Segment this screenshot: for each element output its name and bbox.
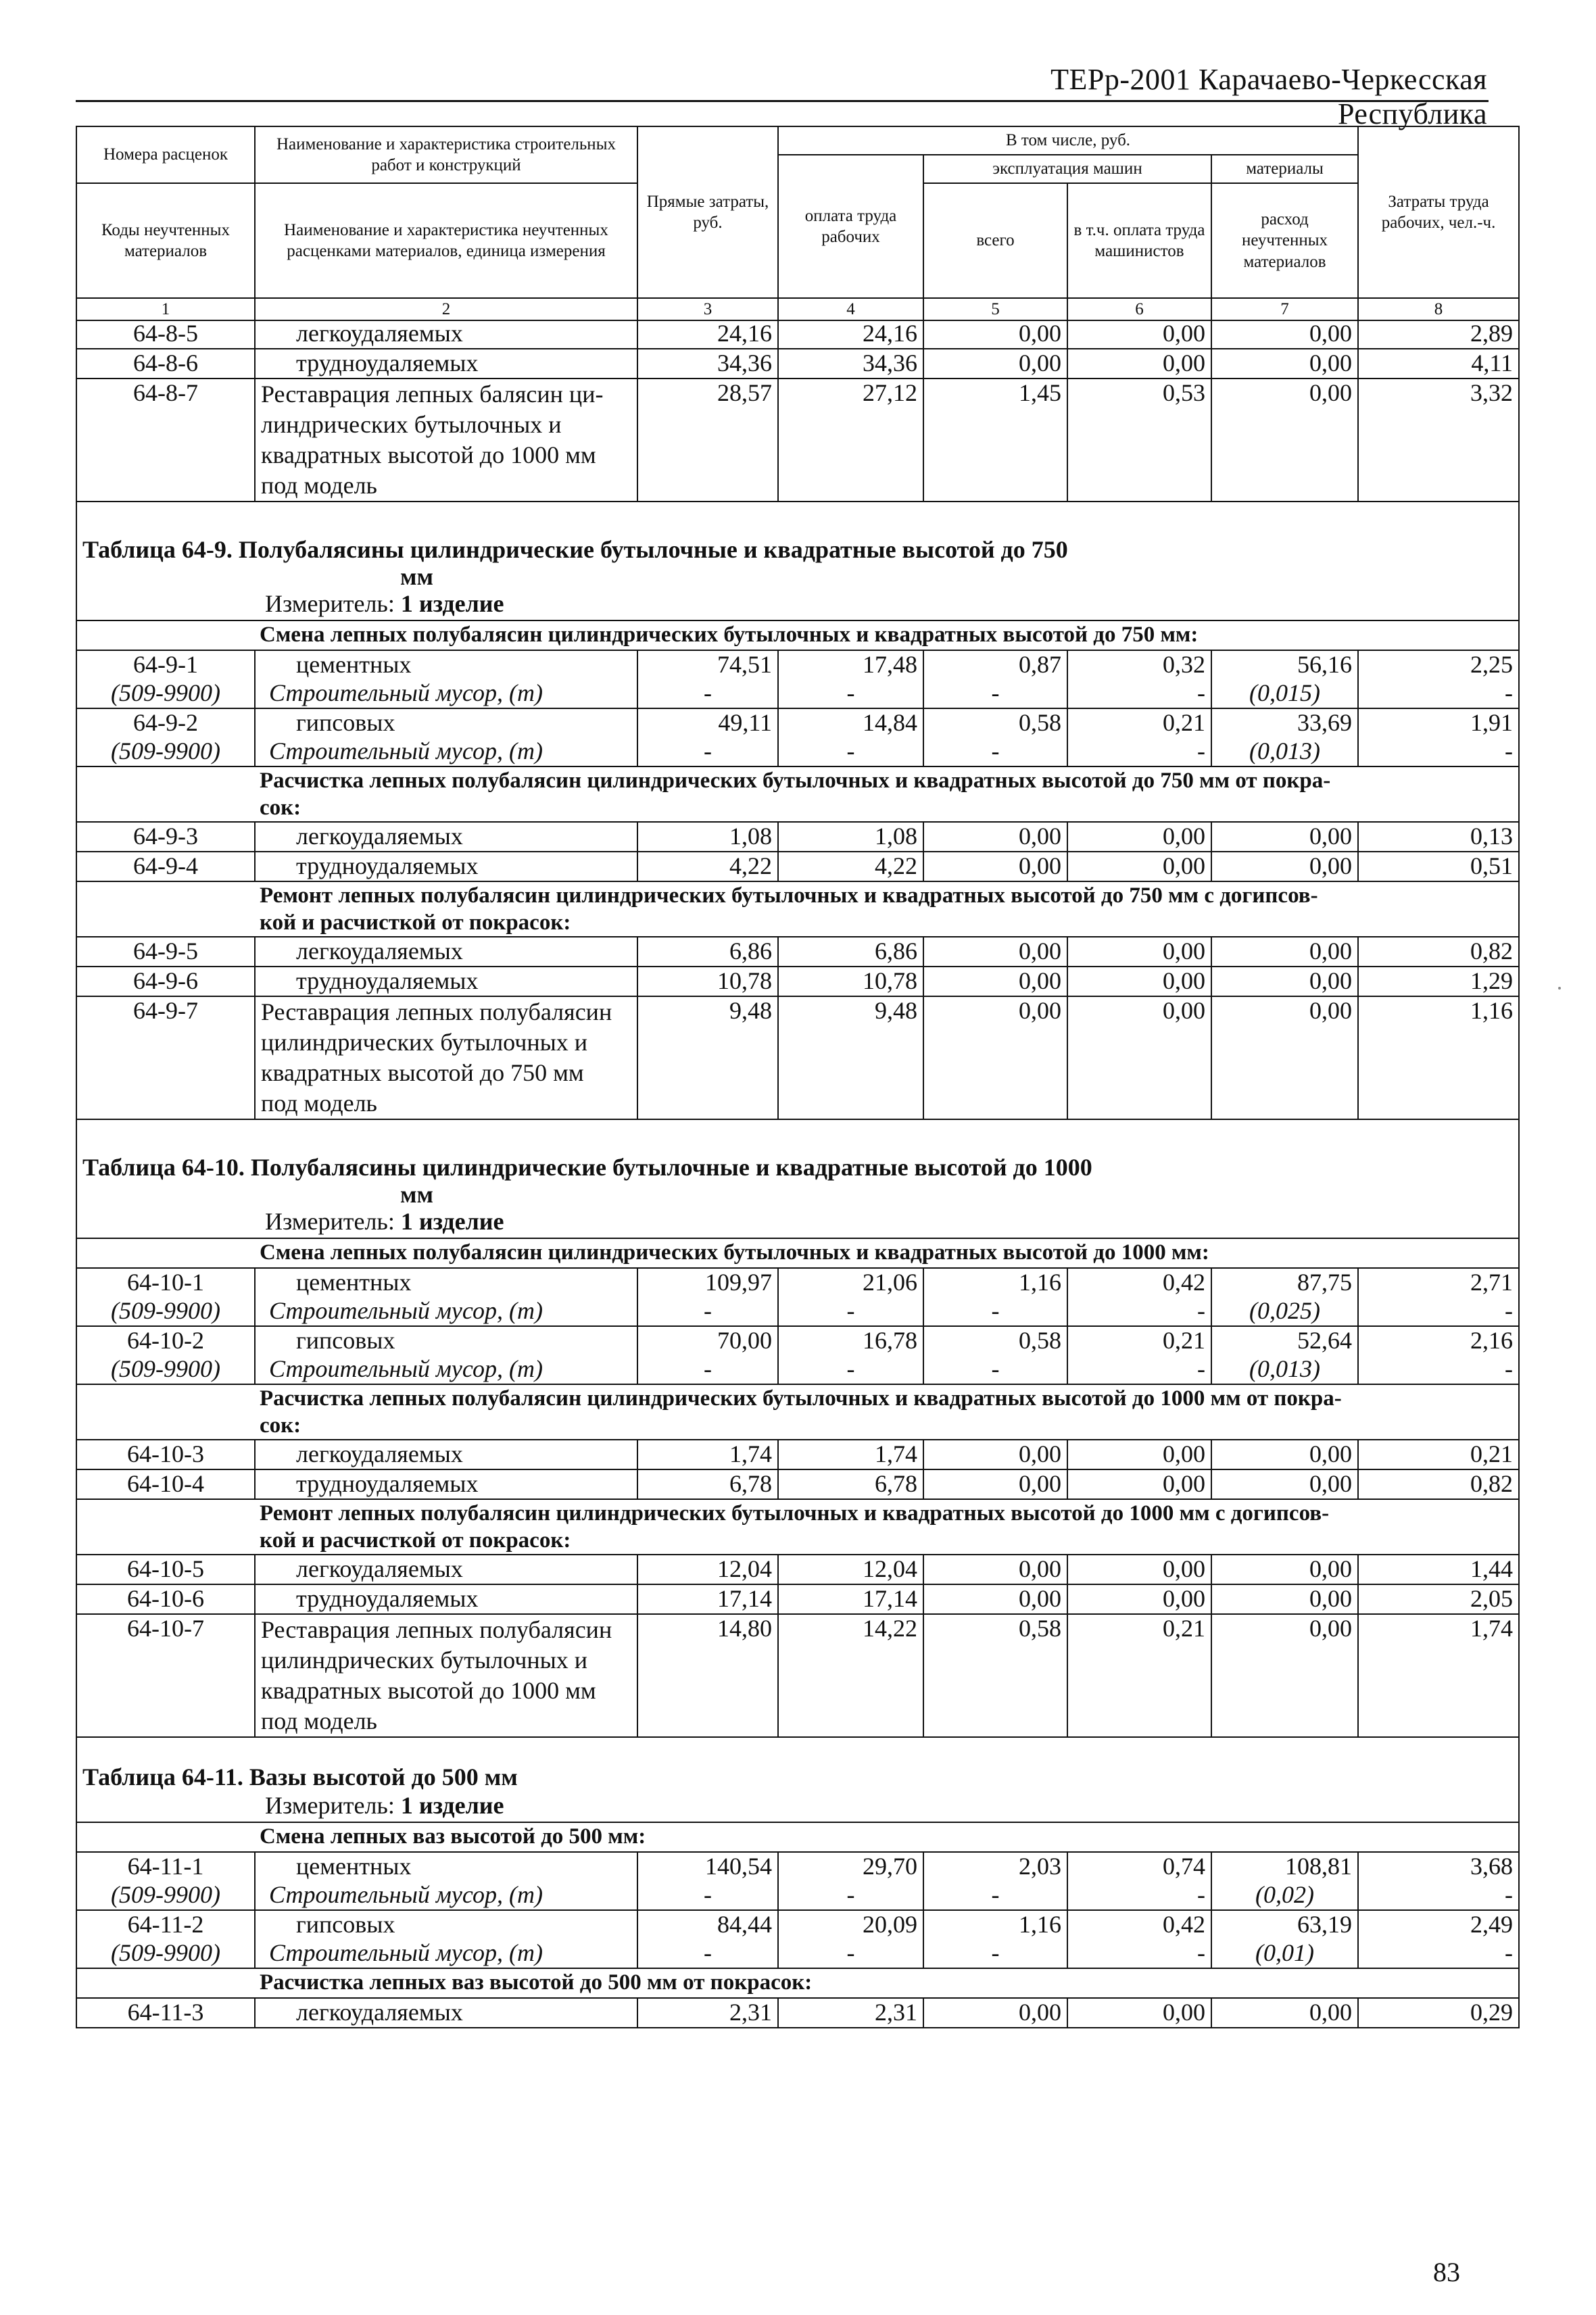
column-numbers: 1 2 3 4 5 6 7 8 xyxy=(76,298,1519,320)
table-row: 64-10-2 гипсовых 70,00 16,78 0,58 0,21 52,64 2,16 xyxy=(76,1326,1519,1355)
section-title: Таблица 64-9. Полубалясины цилиндрические бутылочные и квадратные высотой до 750 мм xyxy=(76,531,1519,590)
col-machinist-wages: в т.ч. оплата труда машинистов xyxy=(1067,183,1211,298)
measure-unit: Измеритель: 1 изделие xyxy=(76,590,1519,620)
material-row: (509-9900) Строительный мусор, (т) - - - - (0,015) - xyxy=(76,679,1519,708)
table-row: 64-9-1 цементных 74,51 17,48 0,87 0,32 56,16 2,25 xyxy=(76,650,1519,679)
group-heading: Смена лепных ваз высотой до 500 мм: xyxy=(76,1822,1519,1852)
table-row: 64-9-4 трудноудаляемых 4,22 4,22 0,00 0,00 0,00 0,51 xyxy=(76,852,1519,881)
rate-grid xyxy=(76,320,1520,2028)
col-materials: материалы xyxy=(1211,155,1358,183)
col-machines: эксплуатация машин xyxy=(923,155,1211,183)
running-header: ТЕРр-2001 Карачаево-Черкесская Республика xyxy=(1050,63,1487,130)
table-row: 64-9-6 трудноудаляемых 10,78 10,78 0,00 0,00 0,00 1,29 xyxy=(76,967,1519,996)
material-row: (509-9900) Строительный мусор, (т) - - - - (0,013) - xyxy=(76,737,1519,766)
material-row: (509-9900) Строительный мусор, (т) - - - - (0,02) - xyxy=(76,1881,1519,1910)
col-name-bottom: Наименование и характеристика неучтенных расценками материалов, единица измерения xyxy=(255,183,637,298)
table-row: 64-9-5 легкоудаляемых 6,86 6,86 0,00 0,00 0,00 0,82 xyxy=(76,937,1519,967)
table-row: 64-11-1 цементных 140,54 29,70 2,03 0,74 108,81 3,68 xyxy=(76,1852,1519,1881)
table-row: 64-8-6 трудноудаляемых 34,36 34,36 0,00 0,00 0,00 4,11 xyxy=(76,349,1519,379)
table-row: 64-8-5 легкоудаляемых 24,16 24,16 0,00 0,00 0,00 2,89 xyxy=(76,320,1519,349)
table-row: 64-9-7 Реставрация лепных полубалясин цилиндрических бутылочных и квадратных высотой до 750 мм под модель 9,48 9,48 0,00 0,00 0,00 1,16 xyxy=(76,996,1519,1119)
group-heading: Смена лепных полубалясин цилиндрических бутылочных и квадратных высотой до 750 мм: xyxy=(76,620,1519,650)
section-title: Таблица 64-11. Вазы высотой до 500 мм xyxy=(76,1758,1519,1792)
table-row: 64-9-2 гипсовых 49,11 14,84 0,58 0,21 33,69 1,91 xyxy=(76,708,1519,737)
scan-speck xyxy=(1558,987,1561,990)
group-heading: Ремонт лепных полубалясин цилиндрических бутылочных и квадратных высотой до 1000 мм с догипсов- кой и расчисткой от покрасок: xyxy=(76,1499,1519,1555)
group-heading: Смена лепных полубалясин цилиндрических бутылочных и квадратных высотой до 1000 мм: xyxy=(76,1238,1519,1268)
col-machines-total: всего xyxy=(923,183,1067,298)
measure-unit: Измеритель: 1 изделие xyxy=(76,1792,1519,1822)
material-row: (509-9900) Строительный мусор, (т) - - - - (0,025) - xyxy=(76,1297,1519,1326)
group-heading: Расчистка лепных ваз высотой до 500 мм от покрасок: xyxy=(76,1968,1519,1998)
col-labor: Затраты труда рабочих, чел.-ч. xyxy=(1358,126,1519,298)
table-row: 64-10-5 легкоудаляемых 12,04 12,04 0,00 0,00 0,00 1,44 xyxy=(76,1555,1519,1584)
col-direct-costs: Прямые затраты, руб. xyxy=(637,126,778,298)
table-row: 64-10-4 трудноудаляемых 6,78 6,78 0,00 0,00 0,00 0,82 xyxy=(76,1469,1519,1499)
table-row: 64-9-3 легкоудаляемых 1,08 1,08 0,00 0,00 0,00 0,13 xyxy=(76,822,1519,852)
material-row: (509-9900) Строительный мусор, (т) - - - - (0,01) - xyxy=(76,1939,1519,1968)
col-wages: оплата труда рабочих xyxy=(778,155,923,298)
measure-unit: Измеритель: 1 изделие xyxy=(76,1208,1519,1238)
table-row: 64-10-6 трудноудаляемых 17,14 17,14 0,00 0,00 0,00 2,05 xyxy=(76,1584,1519,1614)
table-row: 64-11-3 легкоудаляемых 2,31 2,31 0,00 0,00 0,00 0,29 xyxy=(76,1998,1519,2028)
section-title: Таблица 64-10. Полубалясины цилиндрические бутылочные и квадратные высотой до 1000 мм xyxy=(76,1148,1519,1208)
table-row: 64-10-7 Реставрация лепных полубалясин цилиндрических бутылочных и квадратных высотой до 1000 мм под модель 14,80 14,22 0,58 0,21 0,00 1,74 xyxy=(76,1614,1519,1737)
page-number: 83 xyxy=(1433,2257,1460,2287)
col-codes-top: Номера расценок xyxy=(76,126,255,183)
table-row: 64-11-2 гипсовых 84,44 20,09 1,16 0,42 63,19 2,49 xyxy=(76,1910,1519,1939)
col-including: В том числе, руб. xyxy=(778,126,1358,155)
col-name-top: Наименование и характеристика строительных работ и конструкций xyxy=(255,126,637,183)
header-rule xyxy=(76,100,1489,102)
col-unaccounted-materials: расход неучтенных материалов xyxy=(1211,183,1358,298)
material-row: (509-9900) Строительный мусор, (т) - - - - (0,013) - xyxy=(76,1355,1519,1384)
table-row: 64-10-3 легкоудаляемых 1,74 1,74 0,00 0,00 0,00 0,21 xyxy=(76,1440,1519,1469)
group-heading: Ремонт лепных полубалясин цилиндрических бутылочных и квадратных высотой до 750 мм с догипсов- кой и расчисткой от покрасок: xyxy=(76,881,1519,937)
group-heading: Расчистка лепных полубалясин цилиндрических бутылочных и квадратных высотой до 1000 мм от покра- сок: xyxy=(76,1384,1519,1440)
column-header xyxy=(76,126,1520,321)
col-codes-bottom: Коды неучтенных материалов xyxy=(76,183,255,298)
table-row: 64-8-7 Реставрация лепных балясин ци- линдрических бутылочных и квадратных высотой до 1000 мм под модель 28,57 27,12 1,45 0,53 0,00 3,32 xyxy=(76,379,1519,502)
rate-tables xyxy=(76,126,1518,2028)
group-heading: Расчистка лепных полубалясин цилиндрических бутылочных и квадратных высотой до 750 мм от покра- сок: xyxy=(76,766,1519,822)
table-row: 64-10-1 цементных 109,97 21,06 1,16 0,42 87,75 2,71 xyxy=(76,1268,1519,1297)
